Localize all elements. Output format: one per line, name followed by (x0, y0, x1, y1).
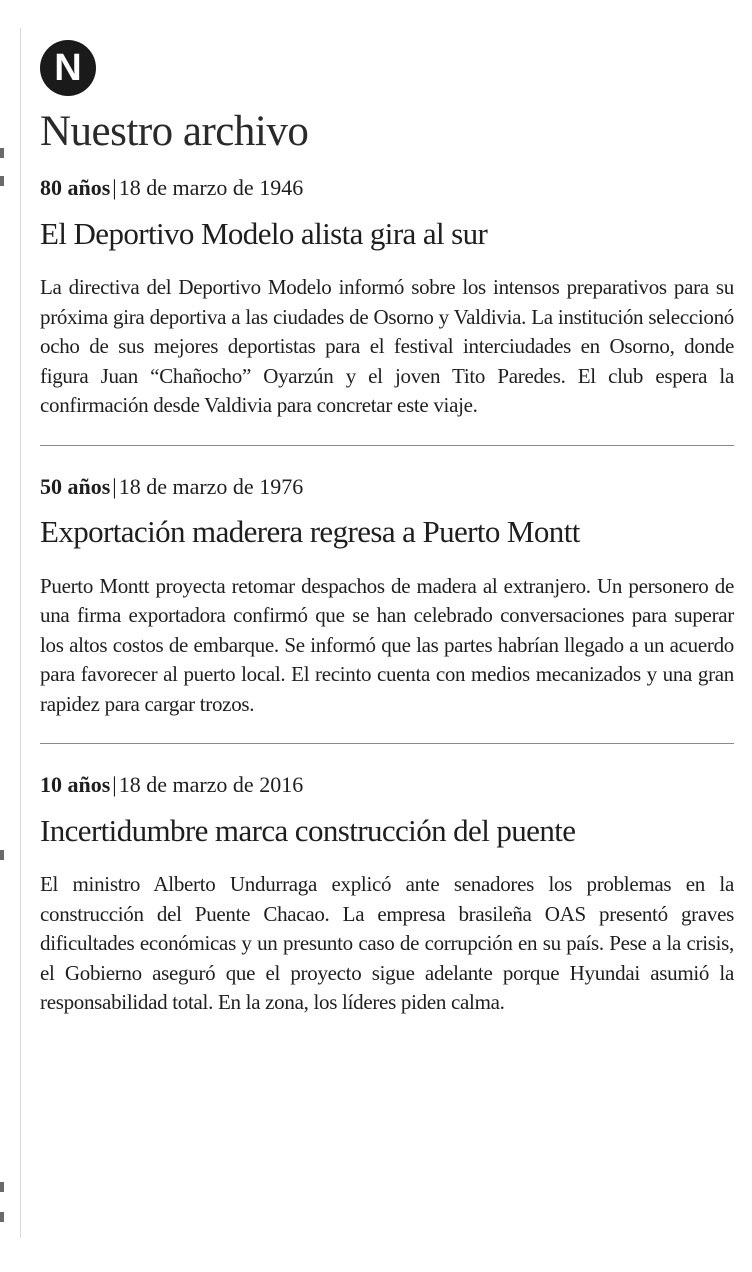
entry-years: 10 años (40, 772, 111, 798)
entry-separator: | (112, 772, 117, 798)
entry-divider (40, 743, 734, 744)
archive-entry-10 (40, 772, 734, 1018)
entry-body: Puerto Montt proyecta retomar despachos de madera al extranjero. Un personero de una firma exportadora confirmó que se han celebrado conversaciones para superar los altos costos de embarque. Se informó que las partes habrían llegado a un acuerdo para favorecer al puerto local. El recinto cuenta con medios mecanizados y una gran rapidez para cargar trozos. (40, 573, 734, 716)
archive-entry-50 (40, 474, 734, 720)
margin-mark (0, 850, 4, 860)
entry-headline: Incertidumbre marca construcción del puente (40, 812, 576, 848)
archive-column (40, 40, 734, 1018)
newspaper-logo-icon (40, 40, 96, 96)
entry-meta (40, 175, 734, 201)
archive-entry-80 (40, 175, 734, 421)
entry-separator: | (112, 175, 117, 201)
entry-meta (40, 772, 734, 798)
entry-date: 18 de marzo de 1946 (118, 175, 304, 201)
margin-mark (0, 1182, 4, 1192)
entry-headline: El Deportivo Modelo alista gira al sur (40, 215, 488, 251)
margin-mark (0, 148, 4, 158)
entry-years: 80 años (40, 175, 111, 201)
entry-date: 18 de marzo de 1976 (118, 473, 304, 499)
section-title: Nuestro archivo (40, 108, 309, 155)
entry-separator: | (112, 473, 117, 499)
column-rule (20, 28, 21, 1238)
entry-divider (40, 445, 734, 446)
entry-meta (40, 474, 734, 500)
entry-years: 50 años (40, 473, 111, 499)
entry-date: 18 de marzo de 2016 (118, 772, 304, 798)
margin-mark (0, 176, 4, 186)
logo-letter: N (54, 47, 82, 89)
entry-body: La directiva del Deportivo Modelo informó sobre los intensos preparativos para su próxima gira deportiva a las ciudades de Osorno y Valdivia. La institución seleccionó ocho de sus mejores deportistas para el festival interciudades en Osorno, donde figura Juan “Chañocho” Oyarzún y el joven Tito Paredes. El club espera la confirmación desde Valdivia para concretar este viaje. (40, 275, 734, 418)
entry-body: El ministro Alberto Undurraga explicó ante senadores los problemas en la construcción del Puente Chacao. La empresa brasileña OAS presentó graves dificultades económicas y un presunto caso de corrupción en su país. Pese a la crisis, el Gobierno aseguró que el proyecto sigue adelante porque Hyundai asumió la responsabilidad total. En la zona, los líderes piden calma. (40, 872, 734, 1015)
margin-mark (0, 1212, 4, 1222)
entry-headline: Exportación maderera regresa a Puerto Montt (40, 514, 580, 550)
